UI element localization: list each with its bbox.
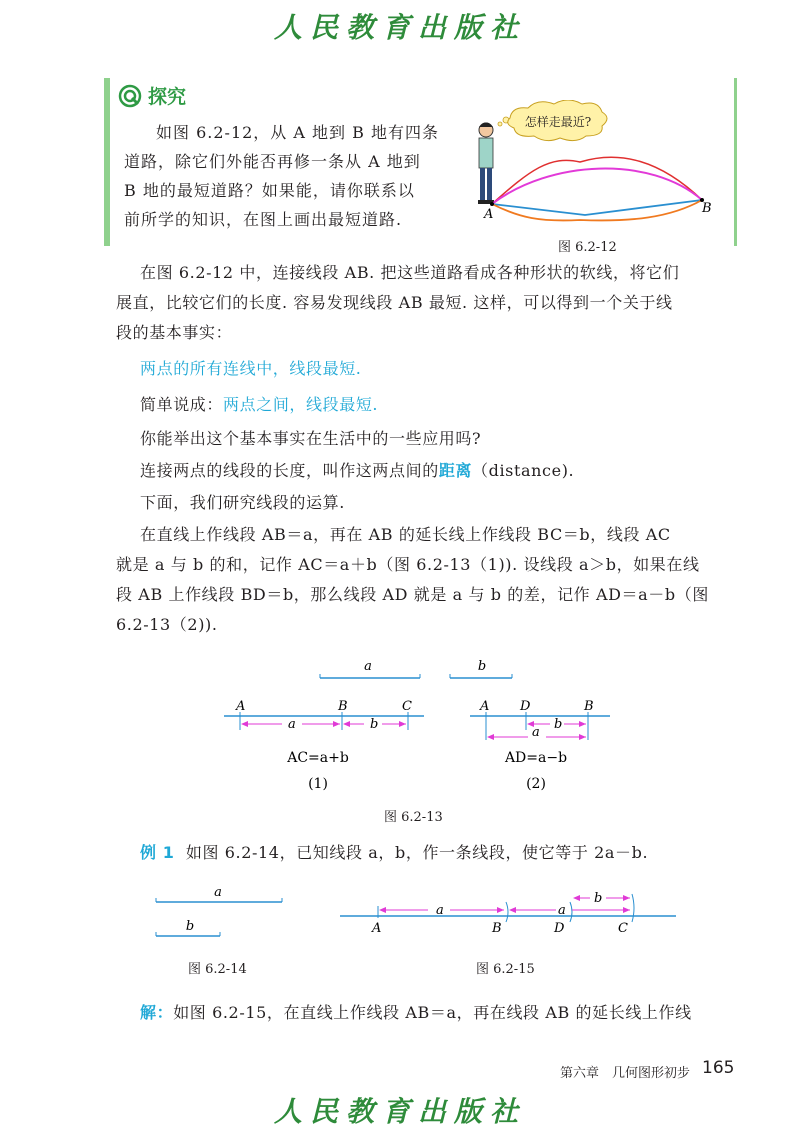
- label-C: C: [402, 699, 412, 714]
- fig15-a1-label: a: [436, 903, 444, 918]
- explore-line: 前所学的知识，在图上画出最短道路.: [124, 210, 403, 229]
- distance-line: [140, 456, 740, 486]
- paragraph-1: [116, 258, 724, 348]
- next-line: 下面，我们研究线段的运算.: [140, 493, 345, 512]
- brief-line: [140, 390, 740, 420]
- text-line: 6.2-13（2)).: [116, 615, 218, 634]
- example-text: 如图 6.2-14，已知线段 a，b，作一条线段，使它等于 2a－b.: [185, 843, 649, 862]
- fig15-D: D: [554, 921, 565, 936]
- text-line: 在直线上作线段 AB＝a，再在 AB 的延长线上作线段 BC＝b，线段 AC: [140, 525, 671, 544]
- person-illustration: [478, 123, 494, 205]
- publisher-logo-top: 人民教育出版社: [273, 11, 526, 44]
- label-B2: B: [584, 699, 594, 714]
- chapter-footer: 第六章 几何图形初步: [560, 1066, 691, 1081]
- label-A2: A: [480, 699, 490, 714]
- text-line: 段 AB 上作线段 BD＝b，那么线段 AD 就是 a 与 b 的差，记作 AD＝a－b（图: [116, 585, 709, 604]
- figure-6-2-14: [150, 880, 290, 942]
- label-A: A: [236, 699, 246, 714]
- text-line: 展直，比较它们的长度. 容易发现线段 AB 最短. 这样，可以得到一个关于线: [116, 293, 673, 312]
- distance-term: 距离: [438, 461, 473, 480]
- figure-6-2-15: [336, 886, 682, 938]
- left-a-label: a: [288, 717, 296, 732]
- text-line: 就是 a 与 b 的和，记作 AC＝a＋b（图 6.2-13（1)). 设线段 a＞b，如果在线: [116, 555, 700, 574]
- brief-fact: 两点之间，线段最短.: [223, 395, 379, 414]
- given-a-label: a: [364, 659, 372, 674]
- formula-left: AC=a+b: [287, 750, 349, 766]
- text-line: 在图 6.2-12 中，连接线段 AB. 把这些道路看成各种形状的软线，将它们: [140, 263, 680, 282]
- figure-6-2-13: [210, 650, 630, 800]
- fig14-b-label: b: [185, 919, 195, 934]
- formula-right: AD=a−b: [504, 750, 568, 766]
- caption-6-2-15: 图 6.2-15: [476, 962, 535, 977]
- fig-num-right: (2): [526, 776, 546, 792]
- bubble-text: 怎样走最近?: [524, 115, 592, 129]
- solution-text: 如图 6.2-15，在直线上作线段 AB＝a，再在线段 AB 的延长线上作线: [173, 1003, 692, 1022]
- figure-6-2-12: [470, 100, 720, 230]
- explore-heading: [118, 82, 186, 109]
- example-1: [140, 838, 740, 868]
- solution: [140, 998, 740, 1028]
- text-line: 段的基本事实：: [116, 323, 233, 342]
- fig14-a-label: a: [214, 885, 222, 900]
- given-b-label: b: [477, 659, 487, 674]
- caption-6-2-12: 图 6.2-12: [558, 240, 617, 255]
- page-number: 165: [702, 1058, 735, 1078]
- explore-icon: [118, 84, 142, 108]
- caption-6-2-13: 图 6.2-13: [384, 810, 443, 825]
- label-D: D: [520, 699, 531, 714]
- label-B: B: [338, 699, 348, 714]
- fig15-C: C: [618, 921, 628, 936]
- fig15-b-label: b: [594, 891, 603, 906]
- publisher-logo-bottom: 人民教育出版社: [273, 1095, 526, 1128]
- caption-6-2-14: 图 6.2-14: [188, 962, 247, 977]
- explore-line: B 地的最短道路？如果能，请你联系以: [124, 181, 415, 200]
- fig15-A: A: [372, 921, 382, 936]
- brief-prefix: 简单说成：: [140, 395, 224, 414]
- explore-line: 如图 6.2-12，从 A 地到 B 地有四条: [156, 123, 439, 142]
- question-line: 你能举出这个基本事实在生活中的一些应用吗?: [140, 429, 482, 448]
- fig-num-left: (1): [308, 776, 328, 792]
- road-magenta: [492, 169, 702, 204]
- distance-prefix: 连接两点的线段的长度，叫作这两点间的: [140, 461, 439, 480]
- explore-text: [124, 118, 462, 234]
- paragraph-2: [116, 520, 736, 640]
- example-label: 例 1: [140, 843, 175, 862]
- explore-title: 探究: [148, 86, 187, 108]
- explore-line: 道路，除它们外能否再修一条从 A 地到: [124, 152, 421, 171]
- thought-bubble: [498, 100, 607, 141]
- fig15-B: B: [492, 921, 502, 936]
- distance-suffix: （distance).: [472, 461, 575, 480]
- road-orange: [492, 200, 702, 220]
- fig15-a2-label: a: [558, 903, 566, 918]
- right-a-label: a: [532, 725, 540, 740]
- right-b-label: b: [554, 717, 563, 732]
- point-a-label: A: [484, 207, 494, 222]
- point-b-label: B: [702, 201, 712, 216]
- point-a-dot: [490, 202, 494, 206]
- left-b-label: b: [370, 717, 379, 732]
- basic-fact: 两点的所有连线中，线段最短.: [140, 359, 362, 378]
- solution-label: 解：: [140, 1003, 174, 1022]
